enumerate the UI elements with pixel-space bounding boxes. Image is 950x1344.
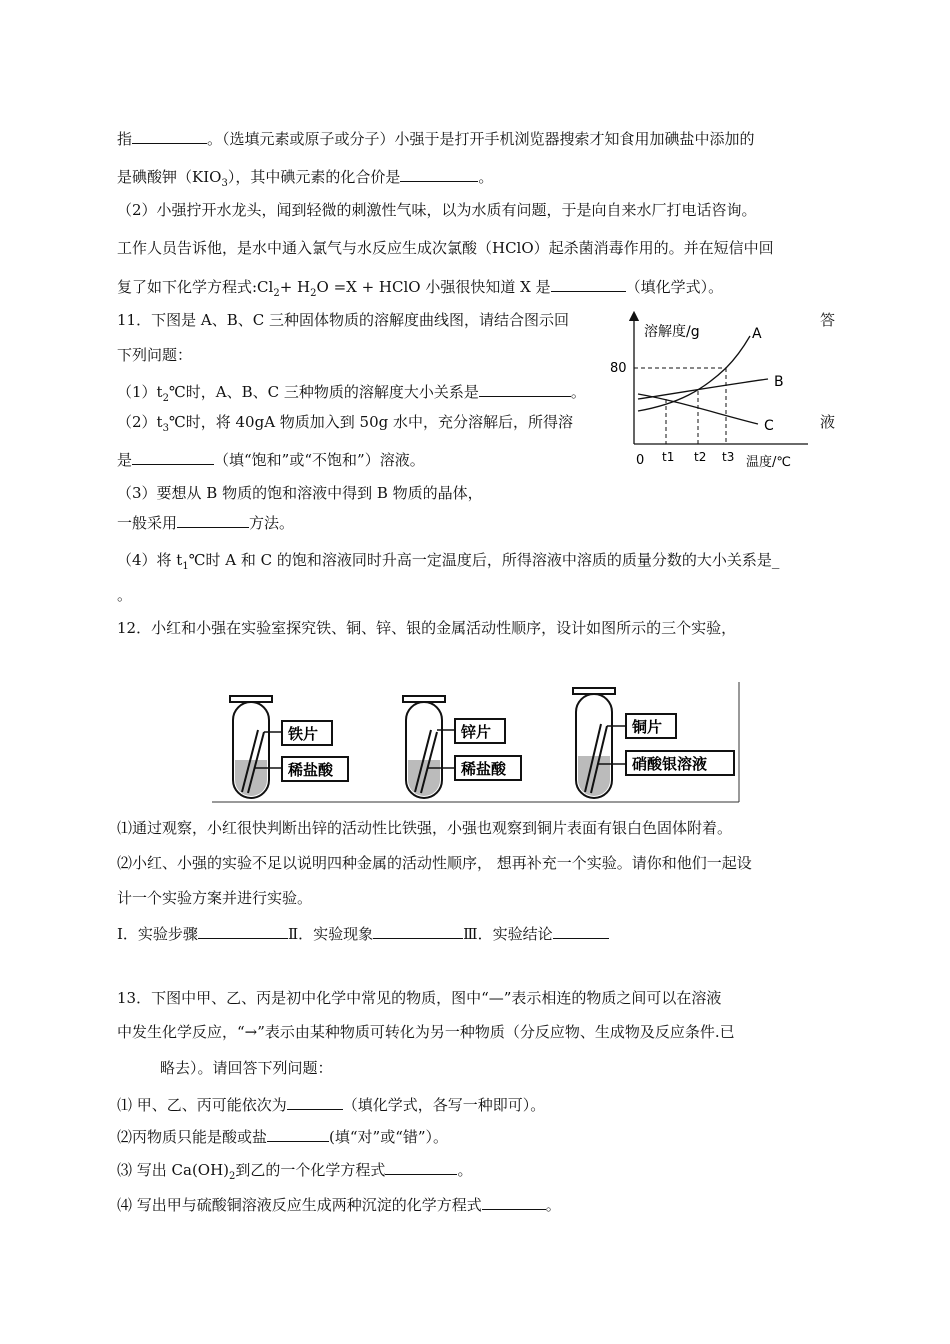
series-label-B: B <box>774 374 784 390</box>
answer-blank[interactable] <box>267 1125 329 1142</box>
q11-stem: 11．下图是 A、B、C 三种固体物质的溶解度曲线图，请结合图示回 <box>117 311 569 329</box>
q12-stem: 12．小红和小强在实验室探究铁、铜、锌、银的金属活动性顺序，设计如图所示的三个实验， <box>117 619 737 637</box>
answer-blank[interactable] <box>373 922 463 939</box>
q12-part-1: ⑴通过观察，小红很快判断出锌的活动性比铁强，小强也观察到铜片表面有银白色固体附着。 <box>117 819 733 837</box>
q13-part-1: ⑴ 甲、乙、丙可能依次为 （填化学式，各写一种即可）。 <box>117 1093 545 1115</box>
q11-part-2-end: 液 <box>820 413 836 431</box>
q13-part-2: ⑵丙物质只能是酸或盐 (填“对”或“错”）。 <box>117 1125 448 1147</box>
test-tube-1 <box>230 696 348 798</box>
test-tube-2 <box>403 696 521 798</box>
line-2: 是碘酸钾$(KIO_3)$，其中碘元素的化合价是 。 <box>117 165 493 194</box>
tube-1-metal: 铁片 <box>288 725 319 743</box>
answer-blank[interactable] <box>479 380 571 397</box>
solubility-chart <box>608 306 813 476</box>
line-3: （2）小强拧开水龙头，闻到轻微的刺激性气味，以为水质有问题，于是向自来水厂打电话咨询。 <box>117 201 757 219</box>
q13-part-3: ⑶ 写出 $Ca(OH)_2$到乙的一个化学方程式 。 <box>117 1158 472 1187</box>
q11-part-1: $(1)t_2℃$时，A、B、C 三种物质的溶解度大小关系是 。 <box>117 380 586 409</box>
answer-blank[interactable] <box>482 1193 546 1210</box>
answer-blank[interactable] <box>177 511 249 528</box>
answer-blank[interactable] <box>132 127 207 144</box>
series-label-A: A <box>752 326 762 342</box>
answer-blank[interactable] <box>553 922 609 939</box>
answer-blank[interactable] <box>385 1158 457 1175</box>
tube-3-solution: 硝酸银溶液 <box>632 755 708 773</box>
q13-stem-1: 13．下图中甲、乙、丙是初中化学中常见的物质，图中“—”表示相连的物质之间可以在溶液 <box>117 989 722 1007</box>
test-tube-figure <box>212 680 742 805</box>
q11-part-3: （3）要想从 B 物质的饱和溶液中得到 B 物质的晶体， <box>117 484 483 502</box>
tube-1-solution: 稀盐酸 <box>288 761 334 779</box>
tube-2-solution: 稀盐酸 <box>461 760 507 778</box>
q11-part-2: $(2)t_3℃$时，将 40gA 物质加入到 50g 水中，充分溶解后，所得溶 <box>117 413 574 434</box>
answer-blank[interactable] <box>400 165 478 182</box>
q11-stem-end: 答 <box>820 311 836 329</box>
origin-label: 0 <box>636 453 645 468</box>
tube-2-metal: 锌片 <box>461 723 492 741</box>
q12-part-2b: 计一个实验方案并进行实验。 <box>117 889 313 907</box>
x-tick-t2: t2 <box>694 450 707 464</box>
q13-stem-2: 中发生化学反应，“→”表示由某种物质可转化为另一种物质（分反应物、生成物及反应条件.已 <box>117 1023 735 1041</box>
q13-stem-3: 略去）。请回答下列问题： <box>160 1059 333 1077</box>
x-tick-t3: t3 <box>722 450 735 464</box>
q11-part-4-end: 。 <box>117 586 133 604</box>
q11-stem-2: 下列问题： <box>117 346 193 364</box>
y-tick-80: 80 <box>610 361 627 376</box>
line-5: 复了如下化学方程式$:Cl_2+ H_2O =X$ + HClO 小强很快知道 X 是 （填化学式）。 <box>117 275 723 304</box>
answer-blank[interactable] <box>132 448 214 465</box>
q11-part-4: （4）将 $t_1℃$时 A 和 C 的饱和溶液同时升高一定温度后，所得溶液中溶质的质量分数的大小关系是_ <box>117 551 780 572</box>
test-tube-3 <box>573 688 734 798</box>
q13-part-4: ⑷ 写出甲与硫酸铜溶液反应生成两种沉淀的化学方程式 。 <box>117 1193 561 1215</box>
series-label-C: C <box>764 418 774 434</box>
x-axis-label: 温度/℃ <box>746 455 791 470</box>
y-axis-label: 溶解度/g <box>644 324 700 340</box>
q11-part-3b: 一般采用 方法。 <box>117 511 294 533</box>
x-tick-t1: t1 <box>662 450 675 464</box>
curve-B <box>638 379 768 399</box>
line-1: 指 。（选填元素或原子或分子）小强于是打开手机浏览器搜索才知食用加碘盐中添加的 <box>117 127 755 149</box>
q11-part-2b: 是 （填“饱和”或“不饱和”）溶液。 <box>117 448 425 470</box>
curve-A <box>638 336 750 411</box>
q12-steps: Ⅰ．实验步骤 Ⅱ．实验现象 Ⅲ．实验结论 <box>117 922 609 944</box>
line-4: 工作人员告诉他，是水中通入氯气与水反应生成次氯酸（HClO）起杀菌消毒作用的。并在短信中回 <box>117 239 774 257</box>
tube-3-metal: 铜片 <box>632 718 663 736</box>
q12-part-2: ⑵小红、小强的实验不足以说明四种金属的活动性顺序， 想再补充一个实验。请你和他们一起设 <box>117 854 752 872</box>
answer-blank[interactable] <box>287 1093 343 1110</box>
answer-blank[interactable] <box>551 275 626 292</box>
answer-blank[interactable] <box>198 922 288 939</box>
